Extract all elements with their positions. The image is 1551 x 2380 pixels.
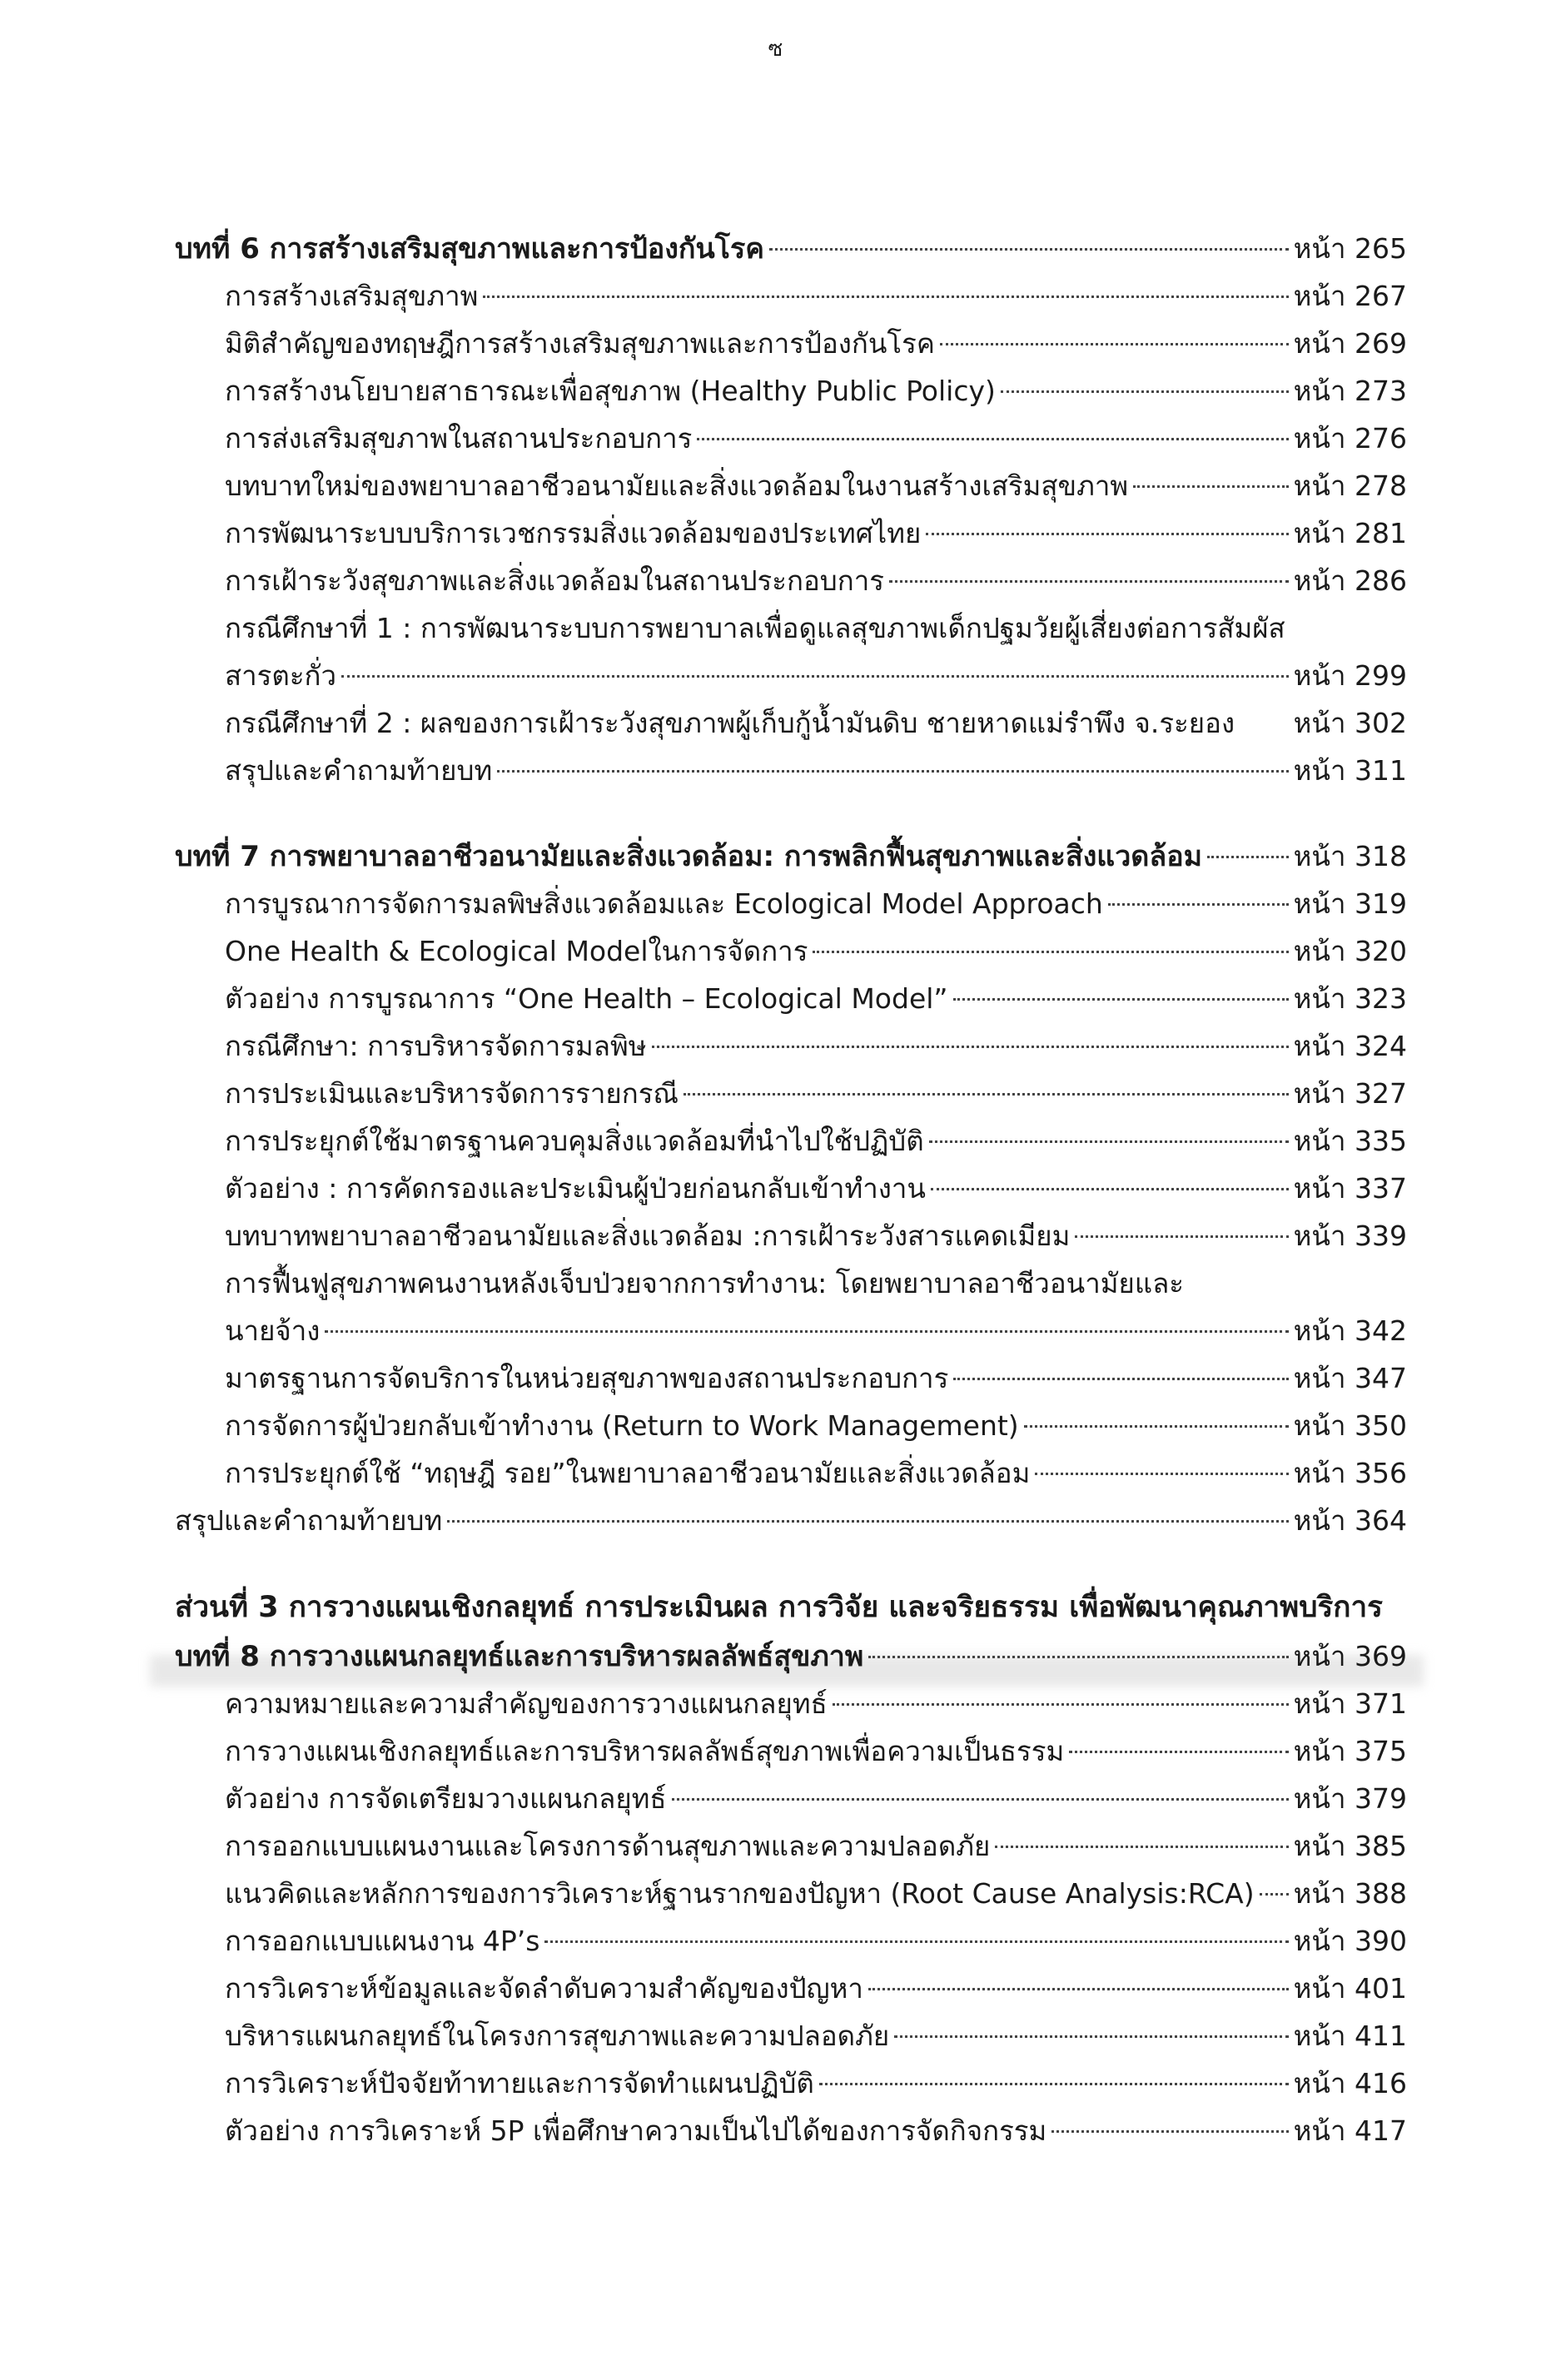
entry-title: สารตะกั่ว	[225, 659, 337, 692]
toc-entry[interactable]	[175, 320, 1407, 367]
page-ref: หน้า 356	[1293, 1457, 1407, 1489]
page-ref: หน้า 278	[1293, 470, 1407, 502]
page-ref: หน้า 350	[1293, 1409, 1407, 1442]
entry-title: การประยุกต์ใช้ “ทฤษฎี รอย”ในพยาบาลอาชีวอนามัยและสิ่งแวดล้อม	[225, 1457, 1031, 1489]
toc-entry[interactable]	[175, 557, 1407, 604]
page-ref: หน้า 337	[1293, 1172, 1407, 1205]
toc-entry[interactable]	[175, 1070, 1407, 1117]
page-ref: หน้า 276	[1293, 422, 1407, 455]
dot-leader	[889, 580, 1289, 583]
part-title: ส่วนที่ 3 การวางแผนเชิงกลยุทธ์ การประเมินผล การวิจัย และจริยธรรม เพื่อพัฒนาคุณภาพบริการ	[175, 1591, 1383, 1624]
entry-title: การเฝ้าระวังสุขภาพและสิ่งแวดล้อมในสถานประกอบการ	[225, 564, 884, 597]
chapter-title: บทที่ 7 การพยาบาลอาชีวอนามัยและสิ่งแวดล้อม: การพลิกฟื้นสุขภาพและสิ่งแวดล้อม	[175, 840, 1203, 873]
page-ref: หน้า 417	[1293, 2114, 1407, 2147]
page-ref: หน้า 375	[1293, 1735, 1407, 1767]
page-ref: หน้า 269	[1293, 327, 1407, 360]
toc-entry[interactable]	[175, 1117, 1407, 1165]
toc-entry[interactable]	[175, 1260, 1407, 1307]
entry-title: บริหารแผนกลยุทธ์ในโครงการสุขภาพและความปลอดภัย	[225, 2020, 890, 2052]
entry-title: บทบาทใหม่ของพยาบาลอาชีวอนามัยและสิ่งแวดล้อมในงานสร้างเสริมสุขภาพ	[225, 470, 1129, 502]
toc-entry-continuation[interactable]	[175, 652, 1407, 699]
dot-leader	[1075, 1235, 1288, 1238]
toc-entry[interactable]	[175, 367, 1407, 415]
entry-title: บทบาทพยาบาลอาชีวอนามัยและสิ่งแวดล้อม :การเฝ้าระวังสารแคดเมียม	[225, 1220, 1071, 1252]
page-ref: หน้า 320	[1293, 935, 1407, 967]
dot-leader	[1051, 2130, 1288, 2133]
dot-leader	[929, 1140, 1289, 1143]
toc-entry[interactable]	[175, 747, 1407, 794]
entry-title: การส่งเสริมสุขภาพในสถานประกอบการ	[225, 422, 693, 455]
toc-entry[interactable]	[175, 1822, 1407, 1870]
toc-entry[interactable]	[175, 927, 1407, 975]
page-ref: หน้า 411	[1293, 2020, 1407, 2052]
toc-chapter-7[interactable]	[175, 832, 1407, 880]
dot-leader	[926, 533, 1288, 535]
toc-chapter-8[interactable]	[175, 1632, 1407, 1680]
page-ref: หน้า 416	[1293, 2067, 1407, 2099]
entry-title: นายจ้าง	[225, 1314, 321, 1347]
entry-title: ตัวอย่าง การบูรณาการ “One Health – Ecological Model”	[225, 982, 948, 1015]
toc-entry[interactable]	[175, 2060, 1407, 2107]
page-ref: หน้า 390	[1293, 1925, 1407, 1957]
toc-entry[interactable]	[175, 604, 1407, 652]
entry-title: การสร้างเสริมสุขภาพ	[225, 280, 479, 312]
entry-title: การพัฒนาระบบบริการเวชกรรมสิ่งแวดล้อมของประเทศไทย	[225, 517, 922, 549]
page-ref: หน้า 267	[1293, 280, 1407, 312]
page-ref: หน้า 327	[1293, 1077, 1407, 1110]
toc-entry[interactable]	[175, 1727, 1407, 1775]
toc-entry[interactable]	[175, 1775, 1407, 1822]
entry-title: การประเมินและบริหารจัดการรายกรณี	[225, 1077, 679, 1110]
dot-leader	[1260, 1893, 1289, 1896]
entry-title: การออกแบบแผนงาน 4P’s	[225, 1925, 540, 1957]
toc-entry[interactable]	[175, 1449, 1407, 1497]
toc-entry[interactable]	[175, 1354, 1407, 1402]
entry-title: การวางแผนเชิงกลยุทธ์และการบริหารผลลัพธ์สุขภาพเพื่อความเป็นธรรม	[225, 1735, 1065, 1767]
entry-title: การบูรณาการจัดการมลพิษสิ่งแวดล้อมและ Ecological Model Approach	[225, 887, 1103, 920]
entry-title: ตัวอย่าง การจัดเตรียมวางแผนกลยุทธ์	[225, 1782, 667, 1815]
toc-entry[interactable]	[175, 975, 1407, 1022]
chapter-title: บทที่ 6 การสร้างเสริมสุขภาพและการป้องกันโรค	[175, 232, 764, 266]
page-ref: หน้า 347	[1293, 1362, 1407, 1394]
page-ref: หน้า 286	[1293, 564, 1407, 597]
dot-leader	[1108, 903, 1289, 906]
dot-leader	[497, 770, 1288, 773]
page-ref: หน้า 324	[1293, 1030, 1407, 1062]
page-ref: หน้า 342	[1293, 1314, 1407, 1347]
page-ref: หน้า 401	[1293, 1972, 1407, 2005]
dot-leader	[1035, 1473, 1288, 1475]
chapter-title: บทที่ 8 การวางแผนกลยุทธ์และการบริหารผลลัพธ์สุขภาพ	[175, 1640, 864, 1673]
entry-title: การฟื้นฟูสุขภาพคนงานหลังเจ็บป่วยจากการทำงาน: โดยพยาบาลอาชีวอนามัยและ	[225, 1267, 1185, 1299]
toc-entry[interactable]	[175, 415, 1407, 462]
dot-leader	[940, 343, 1289, 345]
dot-leader	[1024, 1425, 1289, 1428]
toc-chapter-6[interactable]	[175, 225, 1407, 272]
entry-title: การสร้างนโยบายสาธารณะเพื่อสุขภาพ (Healthy Public Policy)	[225, 375, 996, 407]
spacer	[175, 794, 1407, 832]
dot-leader	[833, 1703, 1289, 1706]
toc-entry[interactable]	[175, 509, 1407, 557]
toc-entry[interactable]	[175, 880, 1407, 927]
entry-title: การวิเคราะห์ปัจจัยท้าทายและการจัดทำแผนปฏิบัติ	[225, 2067, 814, 2099]
dot-leader	[341, 675, 1289, 678]
toc-entry[interactable]	[175, 1917, 1407, 1965]
dot-leader	[868, 1656, 1288, 1658]
toc-entry[interactable]	[175, 1402, 1407, 1449]
toc-entry-continuation[interactable]	[175, 1307, 1407, 1354]
dot-leader	[1069, 1751, 1288, 1753]
entry-title: กรณีศึกษาที่ 2 : ผลของการเฝ้าระวังสุขภาพผู้เก็บกู้น้ำมันดิบ ชายหาดแม่รำพึง จ.ระยอง	[225, 707, 1235, 739]
page-ref: หน้า 281	[1293, 517, 1407, 549]
page-ref: หน้า 379	[1293, 1782, 1407, 1815]
toc-entry[interactable]	[175, 1965, 1407, 2012]
dot-leader	[931, 1188, 1289, 1190]
dot-leader	[819, 2083, 1289, 2085]
toc-entry[interactable]	[175, 2107, 1407, 2154]
entry-title: ตัวอย่าง : การคัดกรองและประเมินผู้ป่วยก่อนกลับเข้าทำงาน	[225, 1172, 926, 1205]
toc-entry[interactable]	[175, 1022, 1407, 1070]
dot-leader	[1133, 485, 1289, 488]
entry-title: แนวคิดและหลักการของการวิเคราะห์ฐานรากของปัญหา (Root Cause Analysis:RCA)	[225, 1877, 1255, 1910]
dot-leader	[995, 1846, 1288, 1848]
entry-title: มาตรฐานการจัดบริการในหน่วยสุขภาพของสถานประกอบการ	[225, 1362, 949, 1394]
toc-part-3[interactable]	[175, 1583, 1407, 1632]
dot-leader	[672, 1798, 1289, 1801]
entry-title: มิติสำคัญของทฤษฎีการสร้างเสริมสุขภาพและการป้องกันโรค	[225, 327, 935, 360]
page-ref: หน้า 302	[1293, 707, 1407, 739]
dot-leader	[652, 1046, 1289, 1048]
toc-entry[interactable]	[175, 1212, 1407, 1260]
page-ref: หน้า 299	[1293, 659, 1407, 692]
spacer	[175, 1544, 1407, 1583]
toc-entry[interactable]	[175, 699, 1407, 747]
dot-leader	[544, 1940, 1288, 1943]
dot-leader	[697, 438, 1288, 440]
page-ref: หน้า 388	[1293, 1877, 1407, 1910]
toc-entry[interactable]	[175, 1680, 1407, 1727]
entry-title: การออกแบบแผนงานและโครงการด้านสุขภาพและความปลอดภัย	[225, 1830, 991, 1862]
dot-leader	[1001, 390, 1289, 393]
toc-entry[interactable]	[175, 1870, 1407, 1917]
dot-leader	[813, 951, 1288, 953]
page-ref: หน้า 323	[1293, 982, 1407, 1015]
entry-title: การวิเคราะห์ข้อมูลและจัดลำดับความสำคัญของปัญหา	[225, 1972, 863, 2005]
dot-leader	[868, 1988, 1289, 1990]
entry-title: การจัดการผู้ป่วยกลับเข้าทำงาน (Return to Work Management)	[225, 1409, 1019, 1442]
entry-title: กรณีศึกษา: การบริหารจัดการมลพิษ	[225, 1030, 647, 1062]
dot-leader	[1207, 856, 1289, 858]
dot-leader	[953, 998, 1289, 1001]
dot-leader	[894, 2035, 1289, 2038]
page-ref: หน้า 339	[1293, 1220, 1407, 1252]
dot-leader	[483, 296, 1288, 298]
page-number: ซ	[768, 37, 783, 62]
dot-leader	[769, 248, 1289, 251]
page-ref: หน้า 385	[1293, 1830, 1407, 1862]
page-ref: หน้า 318	[1293, 840, 1407, 872]
entry-title: One Health & Ecological Modelในการจัดการ	[225, 935, 808, 967]
toc-entry[interactable]	[175, 462, 1407, 509]
toc-entry[interactable]	[175, 2012, 1407, 2060]
toc-entry[interactable]	[175, 1165, 1407, 1212]
entry-title: สรุปและคำถามท้ายบท	[225, 754, 493, 787]
entry-title: ตัวอย่าง การวิเคราะห์ 5P เพื่อศึกษาความเป็นไปได้ของการจัดกิจกรรม	[225, 2114, 1047, 2147]
dot-leader	[447, 1520, 1288, 1523]
entry-title: ความหมายและความสำคัญของการวางแผนกลยุทธ์	[225, 1687, 828, 1720]
table-of-contents	[175, 225, 1407, 2154]
entry-title: สรุปและคำถามท้ายบท	[175, 1504, 443, 1537]
toc-entry-summary[interactable]	[175, 1497, 1407, 1544]
toc-entry[interactable]	[175, 272, 1407, 320]
page-ref: หน้า 273	[1293, 375, 1407, 407]
page-ref: หน้า 371	[1293, 1687, 1407, 1720]
page-ref: หน้า 364	[1293, 1504, 1407, 1537]
dot-leader	[684, 1093, 1289, 1096]
entry-title: การประยุกต์ใช้มาตรฐานควบคุมสิ่งแวดล้อมที่นำไปใช้ปฏิบัติ	[225, 1125, 924, 1157]
page-ref: หน้า 319	[1293, 887, 1407, 920]
dot-leader	[953, 1378, 1288, 1380]
page-ref: หน้า 265	[1293, 232, 1407, 265]
entry-title: กรณีศึกษาที่ 1 : การพัฒนาระบบการพยาบาลเพื่อดูแลสุขภาพเด็กปฐมวัยผู้เสี่ยงต่อการสัมผัส	[225, 612, 1285, 644]
page-ref: หน้า 311	[1293, 754, 1407, 787]
dot-leader	[325, 1330, 1288, 1333]
page-ref: หน้า 335	[1293, 1125, 1407, 1157]
page-ref: หน้า 369	[1293, 1640, 1407, 1672]
